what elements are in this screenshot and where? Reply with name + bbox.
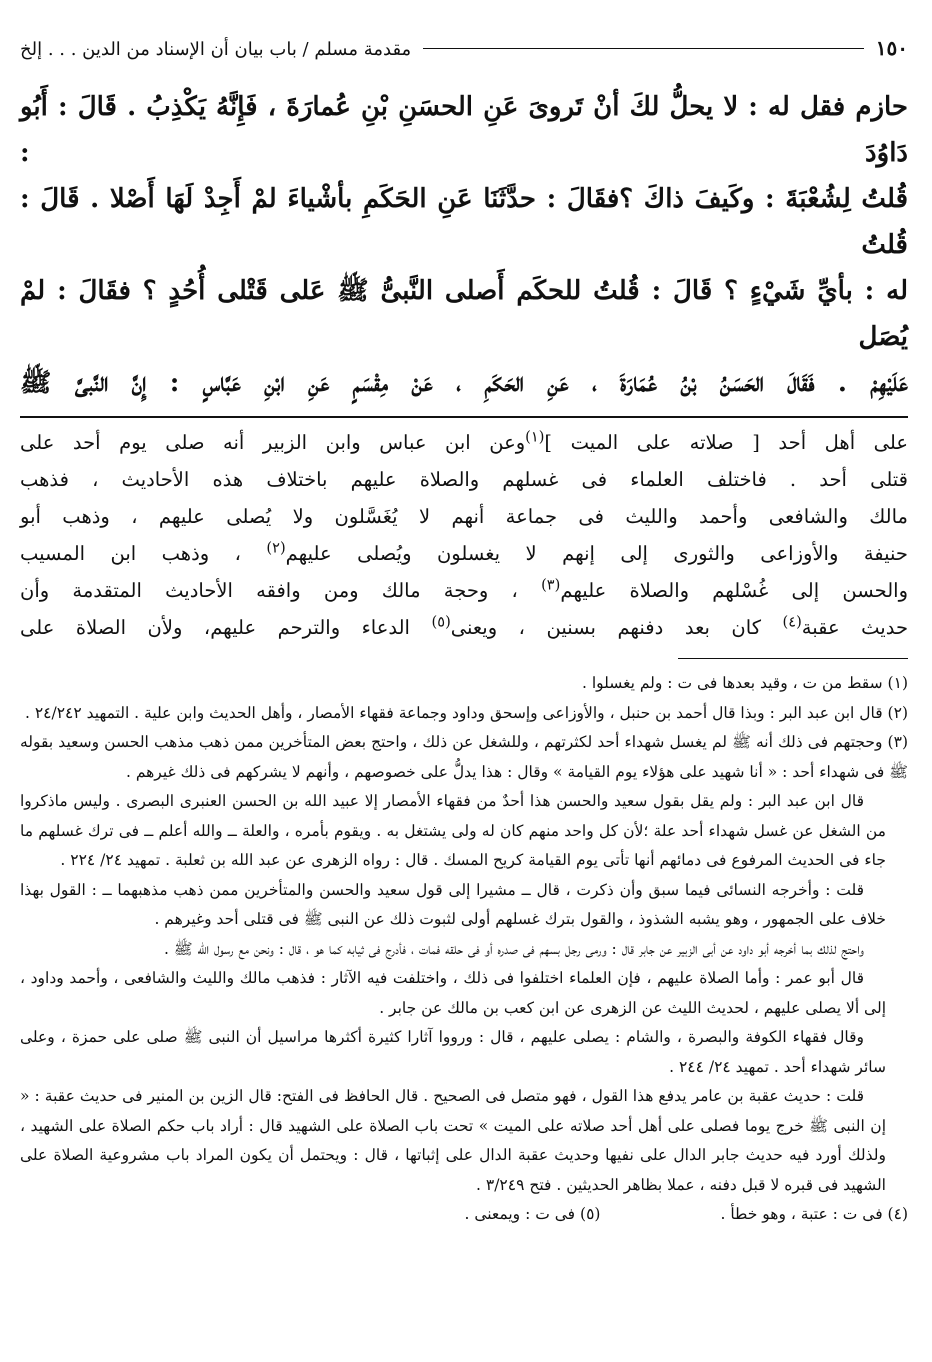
running-title: مقدمة مسلم / باب بيان أن الإسناد من الدين . . . إلخ bbox=[20, 39, 412, 60]
commentary-segment: وعن ابن عباس وابن الزبير أنه صلى يوم أحد على bbox=[20, 431, 526, 454]
commentary-text bbox=[20, 424, 908, 646]
hadith-line: عَلَيْهِمْ . فَقَالَ الحَسَنُ بْنُ عُمَارَةَ ، عَنِ الحَكَمِ ، عَنْ مِقْسَمٍ عَنِ ابْنِ عَبَّاسٍ : إِنَّ النَّبىَّ ﷺ bbox=[20, 368, 908, 398]
hadith-line: حازم فقل له : لا يحلُّ لكَ أنْ تَروىَ عَنِ الحسَنِ بْنِ عُمارَةَ ، فَإِنَّهُ يَكْذِبُ . قَالَ : أَبُو دَاوُدَ : bbox=[20, 92, 908, 168]
commentary-line: قتلى أحد . فاختلف العلماء فى غسلهم والصلاة عليهم باختلاف هذه الأحاديث ، فذهب bbox=[20, 468, 908, 491]
hadith-line: قُلتُ لِشُعْبَةَ : وكَيفَ ذاكَ ؟فقَالَ : حدَّثَنَا عَنِ الحَكَمِ بأشْياءَ لمْ أَجِدْ لَهَا أَصْلا . قَالَ : قُلتُ bbox=[20, 184, 908, 260]
note-marker: (٤) bbox=[782, 613, 802, 631]
commentary-segment: والحسن إلى غُسْلهم والصلاة عليهم bbox=[560, 579, 908, 602]
commentary-line bbox=[20, 572, 908, 609]
note-marker: (٣) bbox=[541, 576, 561, 594]
hadith-text bbox=[20, 84, 908, 406]
note-marker: (٢) bbox=[266, 539, 286, 557]
hadith-line: له : بأيِّ شَيْءٍ ؟ قَالَ : قُلتُ للحكَم أَصلى النَّبىُّ ﷺ عَلى قَتْلى أُحُدٍ ؟ فقَالَ : لمْ يُصَل bbox=[20, 276, 908, 352]
footnote-rule bbox=[678, 658, 908, 659]
footnote-3-paragraph: قلت : حديث عقبة بن عامر يدفع هذا القول ، فهو متصل فى الصحيح . قال الحافظ فى الفتح: قال الزين بن المنير فى حديث عقبة : « إن النبى ﷺ خرج يوما فصلى على أهل أحد صلاته على الميت » تحت باب الصلاة على الشهيد قال : أراد باب حكم الصلاة على الشهيد ، ولذلك أورد فيه حديث جابر الدال على نفيها وحديث عقبة الدال على إثباتها ، قال : ويحتمل أن يكون المراد باب مشروعية الصلاة على الشهيد فى قبره لا قبل دفنه ، عملا بظاهر الحديثين . فتح ٣/٢٤٩ . bbox=[20, 1087, 886, 1194]
running-header bbox=[20, 36, 908, 76]
footnote-3: (٣) وحجتهم فى ذلك أنه ﷺ لم يغسل شهداء أحد لكثرتهم ، وللشغل عن ذلك ، واحتج بعض المتأخرين ممن ذهب مذهب الحسن وسعيد بقوله ﷺ فى شهداء أحد : « أنا شهيد على هؤلاء يوم القيامة » وقال : هذا يدلُّ على خصوصهم ، وأنهم لا يشركهم فى ذلك غيرهم . bbox=[20, 733, 908, 781]
note-marker: (١) bbox=[525, 428, 545, 446]
header-rule bbox=[423, 48, 864, 49]
note-marker: (٥) bbox=[431, 613, 451, 631]
commentary-segment: كان بعد دفنهم بسنين ، ويعنى bbox=[450, 616, 783, 639]
footnote-3-paragraph: قال ابن عبد البر : ولم يقل بقول سعيد والحسن هذا أحدٌ من فقهاء الأمصار إلا عبيد الله بن الحسن العنبرى البصرى . وليس ماذكروا من الشغل عن غسل شهداء أحد علة ؛لأن كل واحد منهم كان له ولى يشتغل به . ويقوم بأمره ، والعلة ــ والله أعلم ــ فى ترك غسلهم ما جاء فى الحديث المرفوع فى دمائهم أنها تأتى يوم القيامة كريح المسك . قال : رواه الزهرى عن عبد الله بن ثعلبة . تمهيد ٢٤/ ٢٢٤ . bbox=[20, 792, 886, 869]
commentary-segment: ، وحجة مالك ومن وافقه الأحاديث المتقدمة وأن bbox=[20, 579, 542, 602]
commentary-line bbox=[20, 609, 908, 646]
commentary-segment: على أهل أحد [ صلاته على الميت ] bbox=[544, 431, 908, 454]
footnote-3-paragraph: قال أبو عمر : وأما الصلاة عليهم ، فإن العلماء اختلفوا فى ذلك ، واختلفت فيه الآثار : فذهب مالك والليث والشافعى ، وأحمد وداود ، إلى ألا يصلى عليهم ، لحديث الليث عن الزهرى عن ابن كعب بن مالك عن جابر . bbox=[20, 969, 886, 1017]
commentary-segment: حديث عقبة bbox=[801, 616, 908, 639]
book-page bbox=[20, 36, 908, 1336]
commentary-segment: ، وذهب ابن المسيب bbox=[20, 542, 267, 565]
footnote-2: (٢) قال ابن عبد البر : وبذا قال أحمد بن حنبل ، والأوزاعى وإسحق وداود وجماعة فقهاء الأمصار ، وأهل الحديث وابن علية . التمهيد ٢٤/٢٤٢ . bbox=[24, 703, 908, 722]
commentary-segment: الدعاء والترحم عليهم، ولأن الصلاة على bbox=[20, 616, 432, 639]
commentary-segment: حنيفة والأوزاعى والثورى إلى إنهم لا يغسلون ويُصلى عليهم bbox=[285, 542, 908, 565]
commentary-line bbox=[20, 535, 908, 572]
footnote-5: (٥) فى ت : ويمعنى . bbox=[464, 1205, 601, 1223]
page-number: ١٥٠ bbox=[875, 36, 908, 60]
footnote-1: (١) سقط من ت ، وقيد بعدها فى ت : ولم يغسلوا . bbox=[582, 674, 908, 692]
section-divider bbox=[20, 416, 908, 418]
footnote-3-paragraph: وقال فقهاء الكوفة والبصرة ، والشام : يصلى عليهم ، قال : ورووا آثارا كثيرة أكثرها مراسيل أن النبى ﷺ صلى على حمزة ، وعلى سائر شهداء أحد . تمهيد ٢٤/ ٢٤٤ . bbox=[20, 1028, 886, 1076]
commentary-line bbox=[20, 424, 908, 461]
footnote-3-paragraph: قلت : وأخرجه النسائى فيما سبق وأن ذكرت ، قال ــ مشيرا إلى قول سعيد والحسن والمتأخرين ممن ذهب مذهبهما ــ : القول بهذا خلاف على الجمهور ، وهو يشبه الشذوذ ، والقول بترك غسلهم أولى لثبوت ذلك عن النبى ﷺ فى قتلى أحد وغيرهم . bbox=[20, 880, 886, 928]
footnotes bbox=[20, 669, 908, 1230]
commentary-line: مالك والشافعى وأحمد والليث فى جماعة أنهم لا يُغَسَّلون ولا يُصلى عليهم ، وذهب أبو bbox=[20, 505, 908, 528]
footnote-3-paragraph: واحتج لذلك بما أخرجه أبو داود عن أبى الزبير عن جابر قال : ورمى رجل بسهم فى صدره أو فى حلقه فمات ، فأدرج فى ثيابه كما هو ، قال : ونحن مع رسول الله ﷺ . bbox=[163, 939, 864, 958]
footnotes-last-row bbox=[20, 1200, 908, 1230]
footnote-4: (٤) فى ت : عتبة ، وهو خطأ . bbox=[720, 1205, 908, 1223]
